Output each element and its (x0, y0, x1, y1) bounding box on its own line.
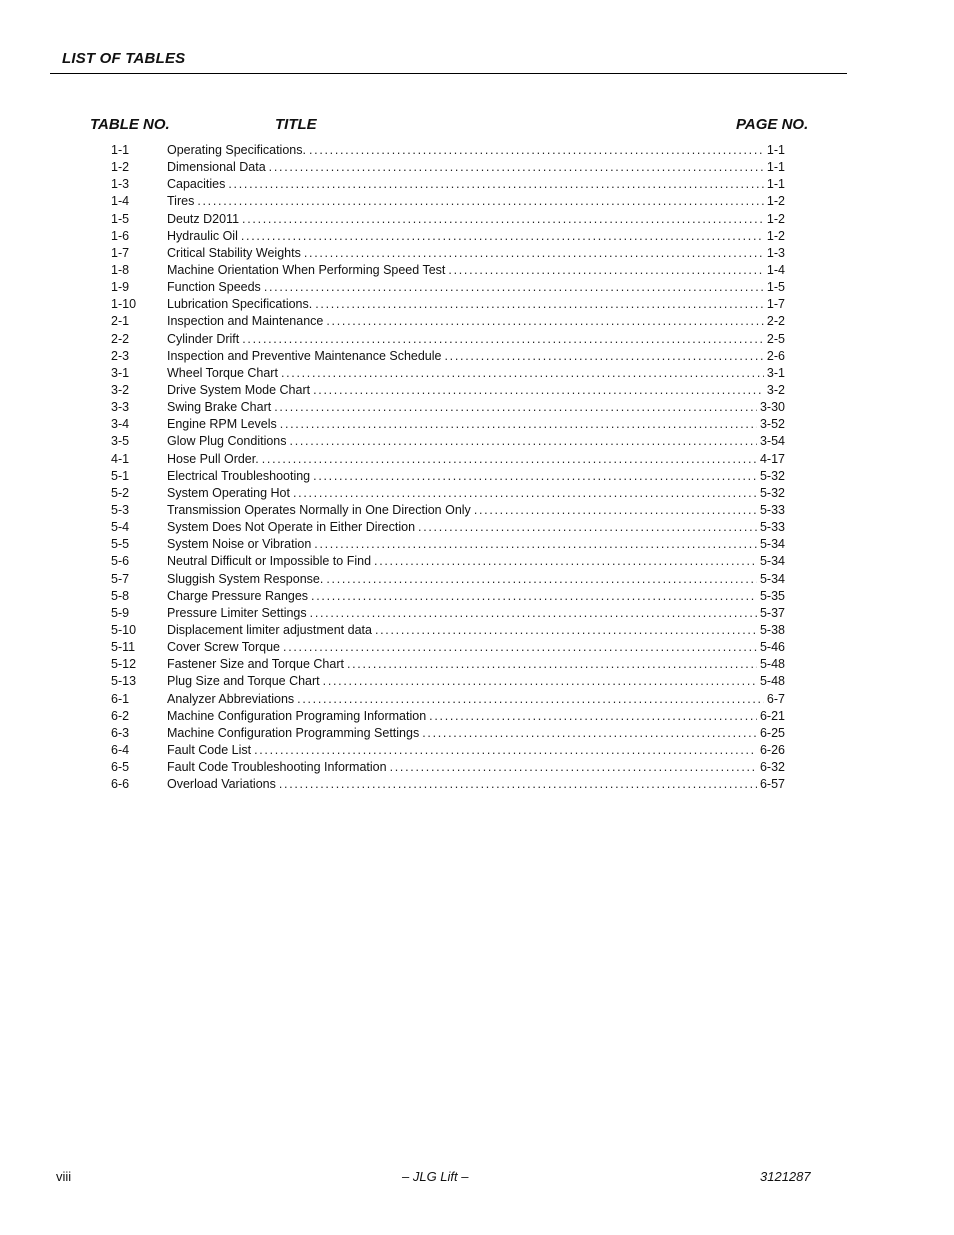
dot-leader (254, 743, 757, 757)
table-number: 5-13 (111, 674, 137, 689)
table-list-entry[interactable] (111, 177, 785, 194)
table-title: Deutz D2011 (167, 211, 240, 226)
table-page-number: 1-1 (766, 177, 785, 192)
table-title: Operating Specifications. (167, 143, 306, 157)
table-title: System Noise or Vibration (167, 537, 312, 552)
table-list-entry[interactable] (111, 434, 785, 451)
dot-leader (375, 623, 757, 637)
table-page-number: 6-25 (759, 725, 785, 740)
dot-leader (326, 314, 764, 328)
table-list-entry[interactable] (111, 349, 785, 366)
table-number: 1-6 (111, 228, 130, 243)
dot-leader (197, 194, 764, 208)
table-number: 5-6 (111, 554, 130, 569)
dot-leader (323, 674, 757, 688)
table-title: Dimensional Data (167, 160, 266, 175)
table-page-number: 6-32 (759, 760, 785, 775)
table-page-number: 6-7 (766, 691, 785, 706)
table-page-number: 5-38 (759, 622, 785, 637)
table-list-entry[interactable] (111, 400, 785, 417)
table-number: 1-4 (111, 194, 130, 209)
dot-leader (474, 503, 757, 517)
table-page-number: 5-33 (759, 520, 785, 535)
table-page-number: 1-1 (766, 143, 785, 157)
dot-leader (422, 726, 757, 740)
dot-leader (326, 572, 757, 586)
footer-page-number: viii (56, 1169, 72, 1184)
table-number: 5-1 (111, 468, 130, 483)
table-number: 2-2 (111, 331, 130, 346)
table-number: 6-3 (111, 725, 130, 740)
table-list-entry[interactable] (111, 469, 785, 486)
table-page-number: 1-2 (766, 194, 785, 209)
table-title: Neutral Difficult or Impossible to Find (167, 554, 372, 569)
table-list (111, 143, 785, 794)
column-header-table-no: TABLE NO. (90, 116, 170, 133)
table-number: 5-3 (111, 502, 130, 517)
table-number: 5-8 (111, 588, 130, 603)
table-title: Transmission Operates Normally in One Direction Only (167, 502, 471, 517)
table-title: Pressure Limiter Settings (167, 605, 307, 620)
table-page-number: 5-35 (759, 588, 785, 603)
table-number: 4-1 (111, 451, 130, 466)
table-page-number: 5-32 (759, 485, 785, 500)
table-title: Cover Screw Torque (167, 640, 281, 655)
table-number: 5-7 (111, 571, 130, 586)
table-list-entry[interactable] (111, 709, 785, 726)
table-page-number: 2-2 (766, 314, 785, 329)
table-number: 1-10 (111, 297, 137, 312)
table-page-number: 3-54 (759, 434, 785, 449)
table-list-entry[interactable] (111, 332, 785, 349)
table-title: Fault Code List (167, 742, 252, 757)
table-title: Lubrication Specifications. (167, 297, 313, 312)
dot-leader (418, 520, 757, 534)
table-list-entry[interactable] (111, 640, 785, 657)
dot-leader (445, 349, 764, 363)
table-list-entry[interactable] (111, 692, 785, 709)
dot-leader (309, 143, 764, 157)
table-title: Cylinder Drift (167, 331, 240, 346)
table-page-number: 1-7 (766, 297, 785, 312)
table-title: Displacement limiter adjustment data (167, 622, 372, 637)
page-header-title: LIST OF TABLES (62, 50, 186, 67)
table-number: 6-2 (111, 708, 130, 723)
dot-leader (242, 212, 764, 226)
table-list-entry[interactable] (111, 537, 785, 554)
table-list-entry[interactable] (111, 572, 785, 589)
dot-leader (293, 486, 757, 500)
dot-leader (374, 554, 757, 568)
dot-leader (310, 606, 757, 620)
table-list-entry[interactable] (111, 246, 785, 263)
table-page-number: 5-34 (759, 554, 785, 569)
dot-leader (279, 777, 757, 791)
dot-leader (313, 469, 757, 483)
table-number: 5-2 (111, 485, 130, 500)
table-number: 5-4 (111, 520, 130, 535)
header-rule (50, 73, 847, 74)
table-page-number: 1-2 (766, 228, 785, 243)
table-number: 5-10 (111, 622, 137, 637)
table-list-entry[interactable] (111, 623, 785, 640)
dot-leader (347, 657, 757, 671)
table-list-entry[interactable] (111, 160, 785, 177)
table-number: 3-5 (111, 434, 130, 449)
table-list-entry[interactable] (111, 777, 785, 794)
table-title: Machine Configuration Programming Settings (167, 725, 420, 740)
dot-leader (290, 434, 757, 448)
table-list-entry[interactable] (111, 229, 785, 246)
dot-leader (264, 280, 764, 294)
table-number: 6-6 (111, 777, 130, 792)
dot-leader (283, 640, 757, 654)
table-list-entry[interactable] (111, 366, 785, 383)
table-page-number: 1-2 (766, 211, 785, 226)
column-header-page-no: PAGE NO. (736, 116, 809, 133)
table-page-number: 4-17 (759, 451, 785, 466)
table-page-number: 5-46 (759, 640, 785, 655)
dot-leader (262, 452, 757, 466)
table-page-number: 5-32 (759, 468, 785, 483)
dot-leader (242, 332, 764, 346)
table-page-number: 5-34 (759, 537, 785, 552)
dot-leader (315, 297, 764, 311)
table-title: Hose Pull Order. (167, 451, 259, 466)
table-page-number: 5-34 (759, 571, 785, 586)
dot-leader (429, 709, 757, 723)
table-title: Tires (167, 194, 195, 209)
dot-leader (390, 760, 757, 774)
table-title: Swing Brake Chart (167, 400, 272, 415)
table-title: Plug Size and Torque Chart (167, 674, 320, 689)
table-number: 2-3 (111, 348, 130, 363)
table-title: Inspection and Preventive Maintenance Schedule (167, 348, 442, 363)
table-title: Drive System Mode Chart (167, 382, 311, 397)
table-list-entry[interactable] (111, 143, 785, 160)
dot-leader (280, 417, 757, 431)
table-title: Inspection and Maintenance (167, 314, 324, 329)
table-title: Capacities (167, 177, 226, 192)
dot-leader (448, 263, 764, 277)
table-page-number: 6-26 (759, 742, 785, 757)
table-number: 6-5 (111, 760, 130, 775)
table-title: Charge Pressure Ranges (167, 588, 309, 603)
table-number: 6-4 (111, 742, 130, 757)
table-page-number: 2-6 (766, 348, 785, 363)
table-list-entry[interactable] (111, 383, 785, 400)
table-list-entry[interactable] (111, 486, 785, 503)
table-title: Wheel Torque Chart (167, 365, 278, 380)
table-number: 6-1 (111, 691, 130, 706)
table-page-number: 3-1 (766, 365, 785, 380)
table-number: 1-7 (111, 245, 130, 260)
table-list-entry[interactable] (111, 589, 785, 606)
table-list-entry[interactable] (111, 657, 785, 674)
table-page-number: 1-3 (766, 245, 785, 260)
dot-leader (313, 383, 764, 397)
table-page-number: 2-5 (766, 331, 785, 346)
table-number: 1-1 (111, 143, 130, 157)
table-title: Overload Variations (167, 777, 276, 792)
dot-leader (274, 400, 757, 414)
footer-center-text: – JLG Lift – (402, 1169, 469, 1184)
table-title: Critical Stability Weights (167, 245, 301, 260)
table-number: 5-9 (111, 605, 130, 620)
table-list-entry[interactable] (111, 606, 785, 623)
dot-leader (269, 160, 764, 174)
table-page-number: 5-37 (759, 605, 785, 620)
table-number: 3-2 (111, 382, 130, 397)
table-page-number: 1-5 (766, 280, 785, 295)
table-list-entry[interactable] (111, 554, 785, 571)
dot-leader (241, 229, 764, 243)
table-page-number: 5-48 (759, 657, 785, 672)
table-list-entry[interactable] (111, 760, 785, 777)
table-title: Hydraulic Oil (167, 228, 238, 243)
table-title: Glow Plug Conditions (167, 434, 287, 449)
table-title: Analyzer Abbreviations (167, 691, 295, 706)
table-number: 3-1 (111, 365, 130, 380)
table-page-number: 3-52 (759, 417, 785, 432)
table-list-entry[interactable] (111, 417, 785, 434)
table-title: Function Speeds (167, 280, 261, 295)
table-list-entry[interactable] (111, 520, 785, 537)
table-list-entry[interactable] (111, 297, 785, 314)
table-number: 3-3 (111, 400, 130, 415)
table-title: Machine Orientation When Performing Speed Test (167, 262, 446, 277)
table-number: 1-5 (111, 211, 130, 226)
table-list-entry[interactable] (111, 503, 785, 520)
table-page-number: 1-4 (766, 262, 785, 277)
table-title: Electrical Troubleshooting (167, 468, 311, 483)
table-number: 1-9 (111, 280, 130, 295)
table-list-entry[interactable] (111, 194, 785, 211)
table-list-entry[interactable] (111, 452, 785, 469)
table-list-entry[interactable] (111, 314, 785, 331)
table-page-number: 3-30 (759, 400, 785, 415)
table-title: Machine Configuration Programing Information (167, 708, 427, 723)
table-title: Fault Code Troubleshooting Information (167, 760, 387, 775)
table-list-entry[interactable] (111, 280, 785, 297)
table-number: 5-5 (111, 537, 130, 552)
table-number: 5-11 (111, 640, 136, 655)
table-number: 1-2 (111, 160, 130, 175)
dot-leader (281, 366, 764, 380)
dot-leader (311, 589, 757, 603)
table-number: 1-8 (111, 262, 130, 277)
table-title: Fastener Size and Torque Chart (167, 657, 344, 672)
table-number: 3-4 (111, 417, 130, 432)
table-title: System Does Not Operate in Either Direction (167, 520, 416, 535)
dot-leader (304, 246, 764, 260)
table-list-entry[interactable] (111, 212, 785, 229)
table-title: Engine RPM Levels (167, 417, 277, 432)
table-list-entry[interactable] (111, 743, 785, 760)
table-number: 5-12 (111, 657, 137, 672)
table-number: 1-3 (111, 177, 130, 192)
table-page-number: 3-2 (766, 382, 785, 397)
table-page-number: 6-57 (759, 777, 785, 792)
table-list-entry[interactable] (111, 674, 785, 691)
table-page-number: 6-21 (759, 708, 785, 723)
dot-leader (228, 177, 764, 191)
table-page-number: 1-1 (766, 160, 785, 175)
table-list-entry[interactable] (111, 726, 785, 743)
table-title: System Operating Hot (167, 485, 290, 500)
footer-doc-number: 3121287 (760, 1169, 811, 1184)
table-page-number: 5-48 (759, 674, 785, 689)
table-list-entry[interactable] (111, 263, 785, 280)
dot-leader (297, 692, 764, 706)
column-header-title: TITLE (275, 116, 317, 133)
dot-leader (314, 537, 757, 551)
table-page-number: 5-33 (759, 502, 785, 517)
table-title: Sluggish System Response. (167, 571, 324, 586)
table-number: 2-1 (111, 314, 130, 329)
